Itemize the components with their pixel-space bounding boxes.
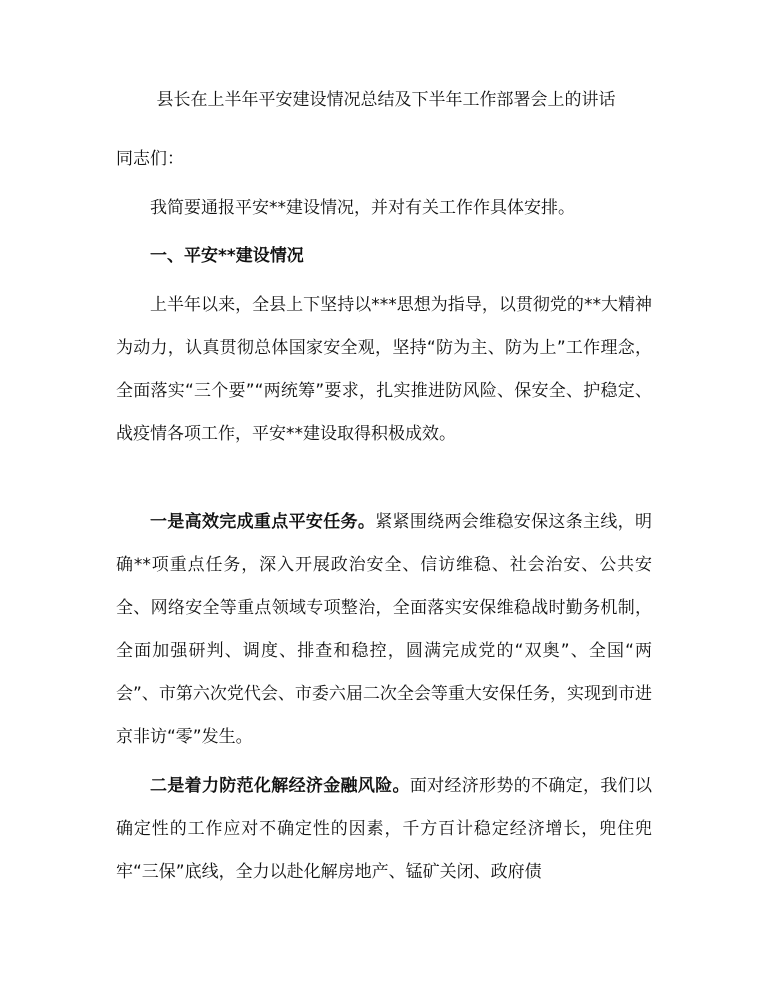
body-paragraph — [116, 765, 652, 894]
paragraph-body: 面对经济形势的不确定，我们以确定性的工作应对不确定性的因素，千方百计稳定经济增长，兜住兜牢“三保”底线，全力以赴化解房地产、锰矿关闭、政府债 — [116, 776, 653, 882]
body-paragraph — [116, 501, 652, 759]
body-paragraph: 上半年以来，全县上下坚持以***思想为指导，以贯彻党的**大精神为动力，认真贯彻总体国家安全观，坚持“防为主、防为上”工作理念，全面落实“三个要”“两统筹”要求，扎实推进防风险、保安全、护稳定、战疫情各项工作，平安**建设取得积极成效。 — [116, 295, 652, 444]
intro-paragraph: 我简要通报平安**建设情况，并对有关工作作具体安排。 — [150, 198, 575, 218]
document-title: 县长在上半年平安建设情况总结及下半年工作部署会上的讲话 — [156, 90, 616, 110]
paragraph-lead: 一是高效完成重点平安任务。 — [150, 512, 376, 532]
section-heading: 一、平安**建设情况 — [150, 246, 304, 266]
paragraph-body: 紧紧围绕两会维稳安保这条主线，明确**项重点任务，深入开展政治安全、信访维稳、社会治安、公共安全、网络安全等重点领域专项整治，全面落实安保维稳战时勤务机制，全面加强研判、调度、排查和稳控，圆满完成党的“双奥”、全国“两会”、市第六次党代会、市委六届二次全会等重大安保任务，实现到市进京非访“零”发生。 — [116, 512, 653, 747]
salutation: 同志们： — [116, 149, 184, 169]
paragraph-lead: 二是着力防范化解经济金融风险。 — [150, 776, 410, 796]
